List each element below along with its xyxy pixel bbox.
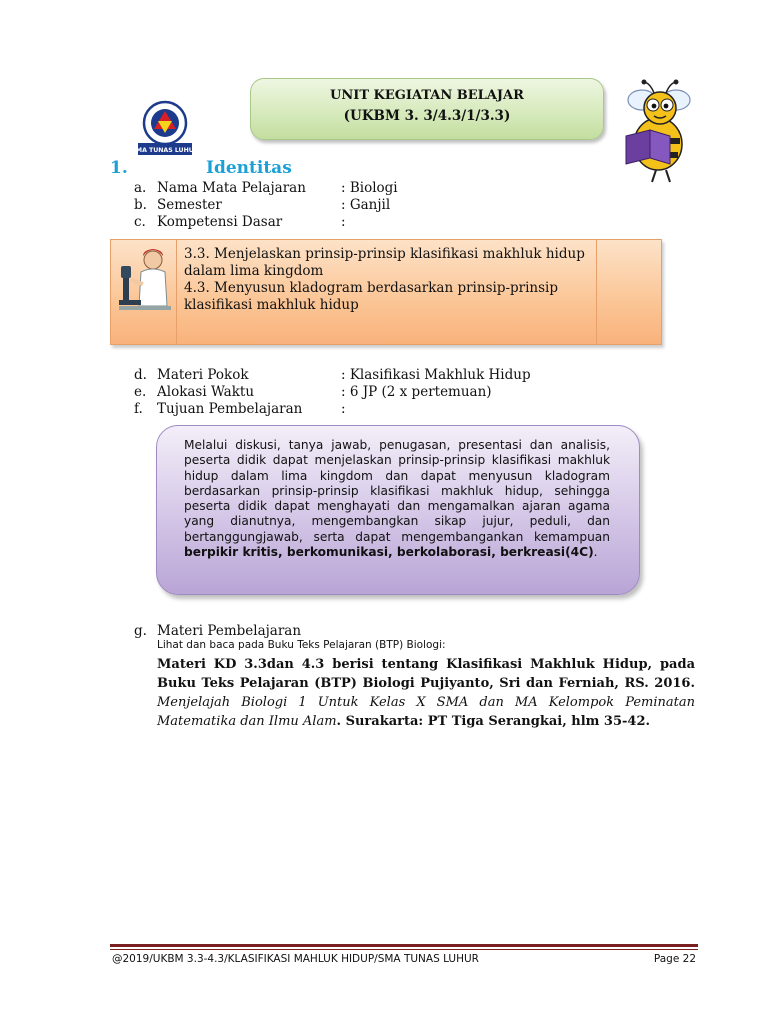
materials-instruction: Lihat dan baca pada Buku Teks Pelajaran (BTP) Biologi: [157,639,446,651]
materials-reference: Materi KD 3.3dan 4.3 berisi tentang Klasifikasi Makhluk Hidup, pada Buku Teks Pelajaran (BTP) Biologi Pujiyanto, Sri dan Ferniah, RS. 2016. [157,657,695,691]
section-title [110,158,292,178]
section-heading: Identitas [206,158,292,178]
competency-line: 3.3. Menjelaskan prinsip-prinsip klasifikasi makhluk hidup [184,246,585,262]
row-value: : [341,401,346,417]
competency-line: dalam lima kingdom [184,263,324,279]
objective-4c: berpikir kritis, berkomunikasi, berkolaborasi, berkreasi(4C) [184,545,594,560]
ukbm-header-box [250,78,604,140]
objective-text [184,438,610,560]
row-value: : Ganjil [341,197,391,213]
row-label: Semester [157,197,222,213]
footer-rule [110,949,698,950]
competency-line: klasifikasi makhluk hidup [184,297,359,313]
row-value: : Klasifikasi Makhluk Hidup [341,367,531,383]
identity-row-semester [134,197,390,214]
row-value: : 6 JP (2 x pertemuan) [341,384,492,400]
row-marker: g. [134,623,147,639]
objective-box [156,425,640,595]
identity-row-subject [134,180,398,197]
row-value: : Biologi [341,180,398,196]
objective-end: . [593,545,598,560]
row-value: : [341,214,346,230]
row-marker: e. [134,384,147,400]
logo-text: SMA TUNAS LUHUR [131,147,199,154]
identity-row-competency [134,214,346,231]
competency-line: 4.3. Menyusun kladogram berdasarkan prinsip-prinsip [184,280,559,296]
identity-row-time [134,384,492,401]
objective-body: Melalui diskusi, tanya jawab, penugasan, presentasi dan analisis, peserta didik dapat menjelaskan prinsip-prinsip klasifikasi makhluk hidup dalam lima kingdom dan dapat menyusun kladogram berdasarkan prinsip-prinsip klasifikasi makhluk hidup, sehingga peserta didik dapat menghayati dan mengamalkan ajaran agama yang dianutnya, mengembangkan sikap jujur, peduli, dan bertanggungjawab, serta dapat mengembangankan kemampuan [184,438,610,544]
footer-rule [110,944,698,947]
row-label: Kompetensi Dasar [157,214,283,230]
box-divider [176,240,177,344]
row-label: Materi Pokok [157,367,249,383]
scientist-microscope-icon [119,246,171,318]
materials-body [157,655,695,731]
materials-label [134,623,301,639]
row-marker: b. [134,197,147,213]
footer-source: @2019/UKBM 3.3-4.3/KLASIFIKASI MAHLUK HIDUP/SMA TUNAS LUHUR [112,953,479,965]
identity-row-objective [134,401,346,418]
row-marker: a. [134,180,147,196]
competency-text [184,246,594,314]
row-marker: f. [134,401,143,417]
school-logo [131,99,199,157]
materials-heading: Materi Pembelajaran [157,623,302,639]
row-marker: d. [134,367,147,383]
row-label: Tujuan Pembelajaran [157,401,303,417]
competency-box [110,239,662,345]
materials-publisher: . Surakarta: PT Tiga Serangkai, hlm 35-42. [336,714,651,729]
box-divider [596,240,597,344]
row-marker: c. [134,214,146,230]
header-title: UNIT KEGIATAN BELAJAR [330,88,524,103]
header-code: (UKBM 3. 3/4.3/1/3.3) [343,108,511,124]
materials-book-title: Menjelajah Biologi 1 Untuk Kelas X SMA dan MA Kelompok Peminatan Matematika dan Ilmu Alam [157,695,695,729]
section-number: 1. [110,158,128,178]
bee-reading-icon [620,78,698,184]
page-number: Page 22 [653,953,696,965]
row-label: Alokasi Waktu [157,384,255,400]
row-label: Nama Mata Pelajaran [157,180,306,196]
identity-row-topic [134,367,531,384]
